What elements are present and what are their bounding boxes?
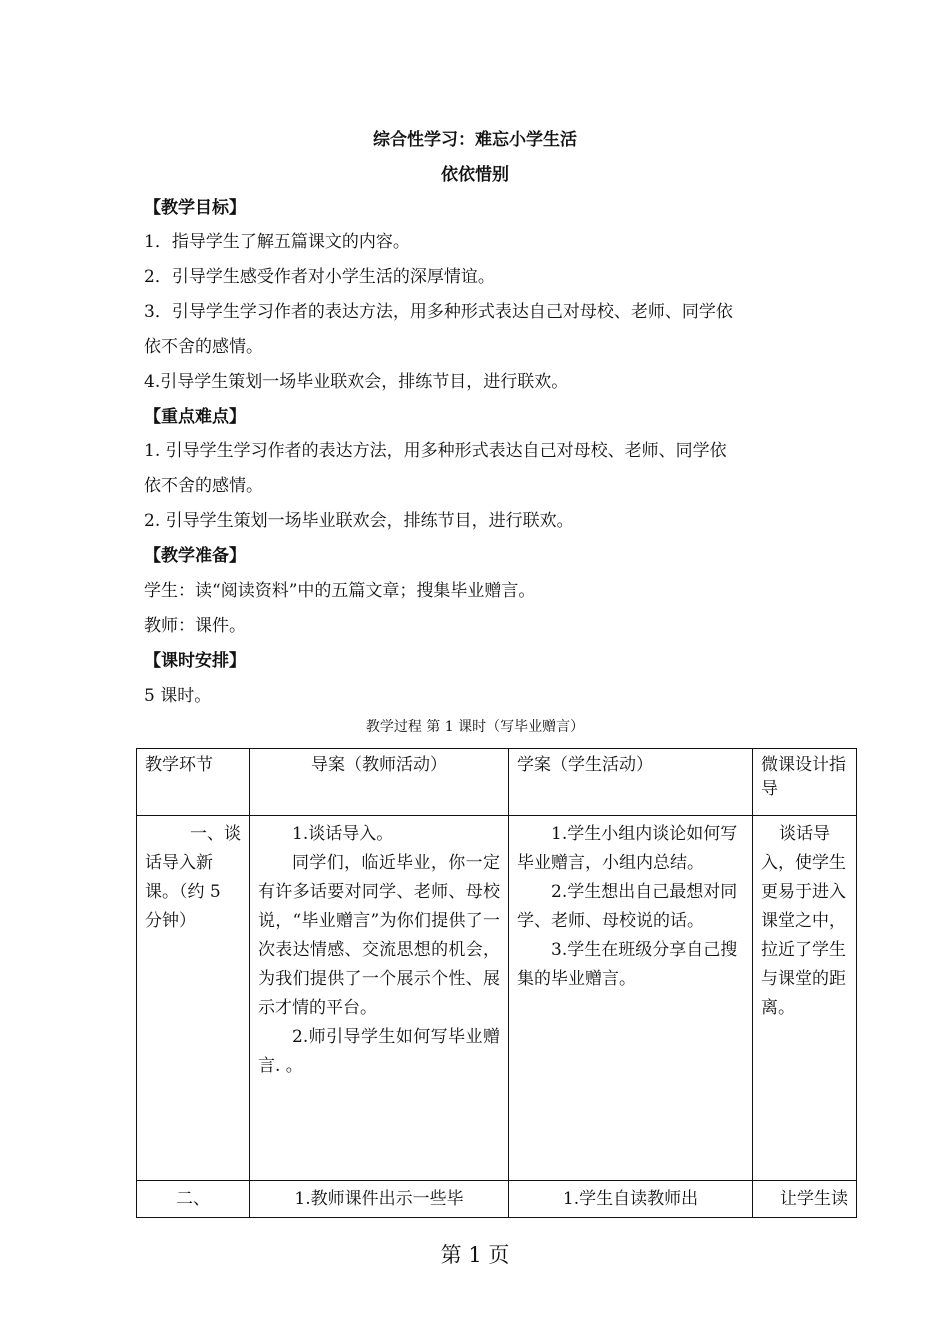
section-heading-schedule: 【课时安排】 — [144, 651, 246, 671]
table-header-row — [137, 749, 857, 816]
cell-stage: 二、 — [137, 1181, 250, 1218]
cell-teacher: 1.教师课件出示一些毕 — [250, 1181, 509, 1218]
goal-line: 3．引导学生学习作者的表达方法，用多种形式表达自己对母校、老师、同学依 — [144, 302, 733, 322]
key-line: 依不舍的感情。 — [144, 476, 263, 496]
key-line: 2. 引导学生策划一场毕业联欢会，排练节目，进行联欢。 — [144, 511, 574, 531]
table-row — [137, 816, 857, 1181]
cell-teacher: 1.谈话导入。 同学们，临近毕业，你一定有许多话要对同学、老师、母校说，“毕业赠言”为你们提供了一次表达情感、交流思想的机会，为我们提供了一个展示个性、展示才情的平台。 2.师引导学生如何写毕业赠言. 。 — [250, 816, 509, 1181]
section-heading-goals: 【教学目标】 — [144, 198, 246, 218]
prep-line: 学生：读“阅读资料”中的五篇文章；搜集毕业赠言。 — [144, 581, 536, 601]
lesson-table — [136, 748, 857, 1218]
header-teacher: 导案（教师活动） — [250, 749, 509, 816]
section-heading-key: 【重点难点】 — [144, 407, 246, 427]
key-line: 1. 引导学生学习作者的表达方法，用多种形式表达自己对母校、老师、同学依 — [144, 441, 727, 461]
cell-student: 1.学生小组内谈论如何写毕业赠言，小组内总结。 2.学生想出自己最想对同学、老师、母校说的话。 3.学生在班级分享自己搜集的毕业赠言。 — [509, 816, 753, 1181]
header-micro: 微课设计指导 — [753, 749, 857, 816]
table-caption: 教学过程 第 1 课时（写毕业赠言） — [365, 719, 585, 735]
cell-micro: 让学生读 — [753, 1181, 857, 1218]
cell-micro: 谈话导 入，使学生更易于进入课堂之中，拉近了学生与课堂的距离。 — [753, 816, 857, 1181]
schedule-line: 5 课时。 — [144, 686, 212, 706]
goal-line: 依不舍的感情。 — [144, 337, 263, 357]
header-stage: 教学环节 — [137, 749, 250, 816]
table-row — [137, 1181, 857, 1218]
prep-line: 教师：课件。 — [144, 616, 246, 636]
section-heading-prep: 【教学准备】 — [144, 546, 246, 566]
goal-line: 4.引导学生策划一场毕业联欢会，排练节目，进行联欢。 — [144, 372, 569, 392]
cell-stage: 一、谈 话导入新 课。（约 5 分钟） — [137, 816, 250, 1181]
document-title: 综合性学习：难忘小学生活 — [373, 130, 577, 150]
page-number: 第 1 页 — [440, 1243, 510, 1267]
header-student: 学案（学生活动） — [509, 749, 753, 816]
goal-line: 1．指导学生了解五篇课文的内容。 — [144, 232, 410, 252]
cell-student: 1.学生自读教师出 — [509, 1181, 753, 1218]
goal-line: 2．引导学生感受作者对小学生活的深厚情谊。 — [144, 267, 495, 287]
document-subtitle: 依依惜别 — [441, 165, 509, 185]
